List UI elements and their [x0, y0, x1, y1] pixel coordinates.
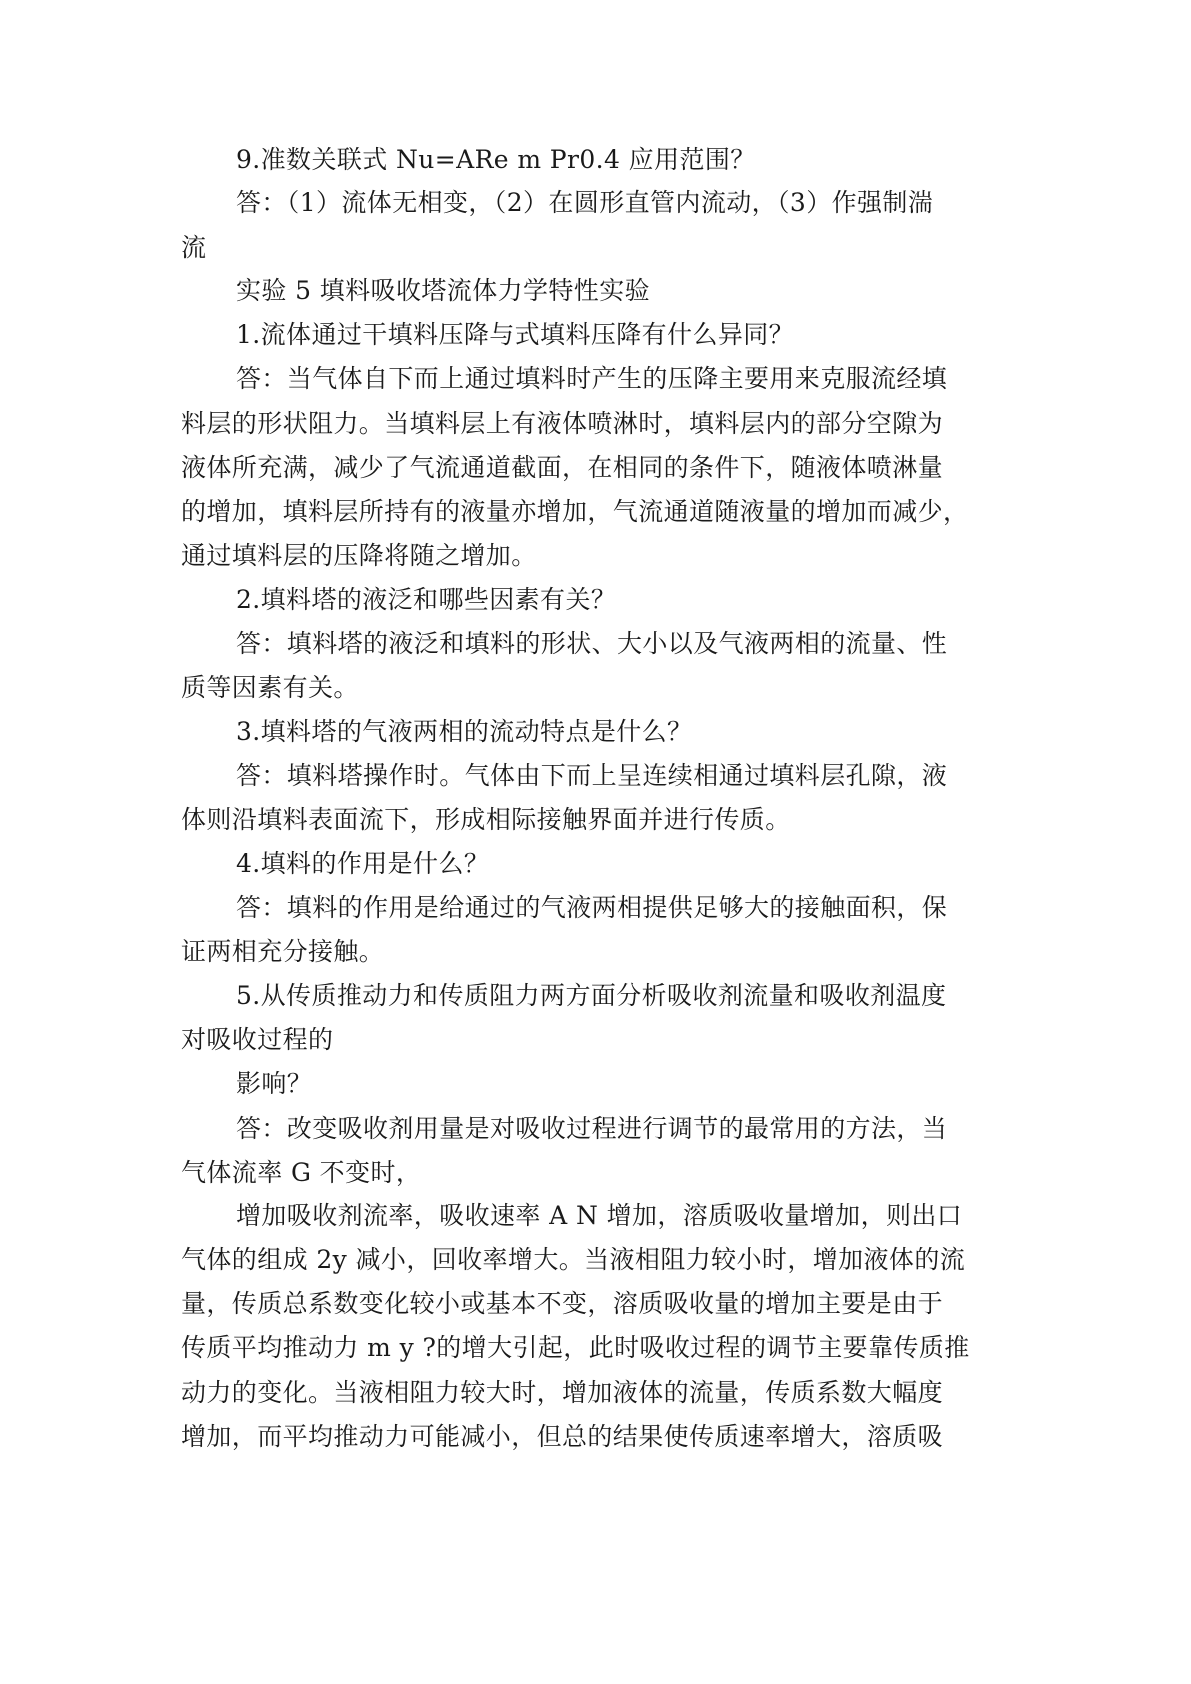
q2-answer-line: 质等因素有关。: [181, 673, 359, 702]
q5-title-line: 5.从传质推动力和传质阻力两方面分析吸收剂流量和吸收剂温度: [236, 981, 947, 1010]
q1-title: 1.流体通过干填料压降与式填料压降有什么异同？: [236, 320, 795, 349]
q1-answer-line: 液体所充满，减少了气流通道截面，在相同的条件下，随液体喷淋量: [181, 453, 944, 482]
q5-paragraph-line: 传质平均推动力 m y ?的增大引起，此时吸收过程的调节主要靠传质推: [181, 1333, 970, 1362]
q1-answer-line: 答：当气体自下而上通过填料时产生的压降主要用来克服流经填: [236, 364, 948, 393]
q1-answer-line: 料层的形状阻力。当填料层上有液体喷淋时，填料层内的部分空隙为: [181, 409, 944, 438]
q1-answer-line: 通过填料层的压降将随之增加。: [181, 541, 537, 570]
q5-paragraph-line: 增加吸收剂流率，吸收速率 A N 增加，溶质吸收量增加，则出口: [236, 1201, 963, 1230]
q3-answer-line: 体则沿填料表面流下，形成相际接触界面并进行传质。: [181, 805, 791, 834]
q9-answer-line: 流: [181, 233, 207, 262]
q5-paragraph-line: 量，传质总系数变化较小或基本不变，溶质吸收量的增加主要是由于: [181, 1289, 944, 1318]
q4-title: 4.填料的作用是什么？: [236, 849, 490, 878]
q5-paragraph-line: 动力的变化。当液相阻力较大时，增加液体的流量，传质系数大幅度: [181, 1378, 944, 1407]
q3-answer-line: 答：填料塔操作时。气体由下而上呈连续相通过填料层孔隙，液: [236, 761, 948, 790]
q5-paragraph-line: 气体的组成 2y 减小，回收率增大。当液相阻力较小时，增加液体的流: [181, 1245, 966, 1274]
q2-title: 2.填料塔的液泛和哪些因素有关？: [236, 585, 617, 614]
q4-answer-line: 证两相充分接触。: [181, 937, 385, 966]
section-title: 实验 5 填料吸收塔流体力学特性实验: [236, 276, 651, 305]
q2-answer-line: 答：填料塔的液泛和填料的形状、大小以及气液两相的流量、性: [236, 629, 948, 658]
q5-paragraph-line: 增加，而平均推动力可能减小，但总的结果使传质速率增大，溶质吸: [181, 1422, 944, 1451]
q9-title: 9.准数关联式 Nu=ARe m Pr0.4 应用范围？: [236, 145, 756, 174]
q9-answer-line: 答：（1）流体无相变，（2）在圆形直管内流动，（3）作强制湍: [236, 188, 934, 217]
q1-answer-line: 的增加，填料层所持有的液量亦增加，气流通道随液量的增加而减少，: [181, 497, 969, 526]
q5-title-line: 影响？: [236, 1069, 313, 1098]
q5-answer-line: 答：改变吸收剂用量是对吸收过程进行调节的最常用的方法，当: [236, 1114, 948, 1143]
q3-title: 3.填料塔的气液两相的流动特点是什么？: [236, 717, 693, 746]
q5-title-line: 对吸收过程的: [181, 1025, 334, 1054]
q4-answer-line: 答：填料的作用是给通过的气液两相提供足够大的接触面积，保: [236, 893, 948, 922]
q5-answer-line: 气体流率 G 不变时，: [181, 1158, 422, 1187]
